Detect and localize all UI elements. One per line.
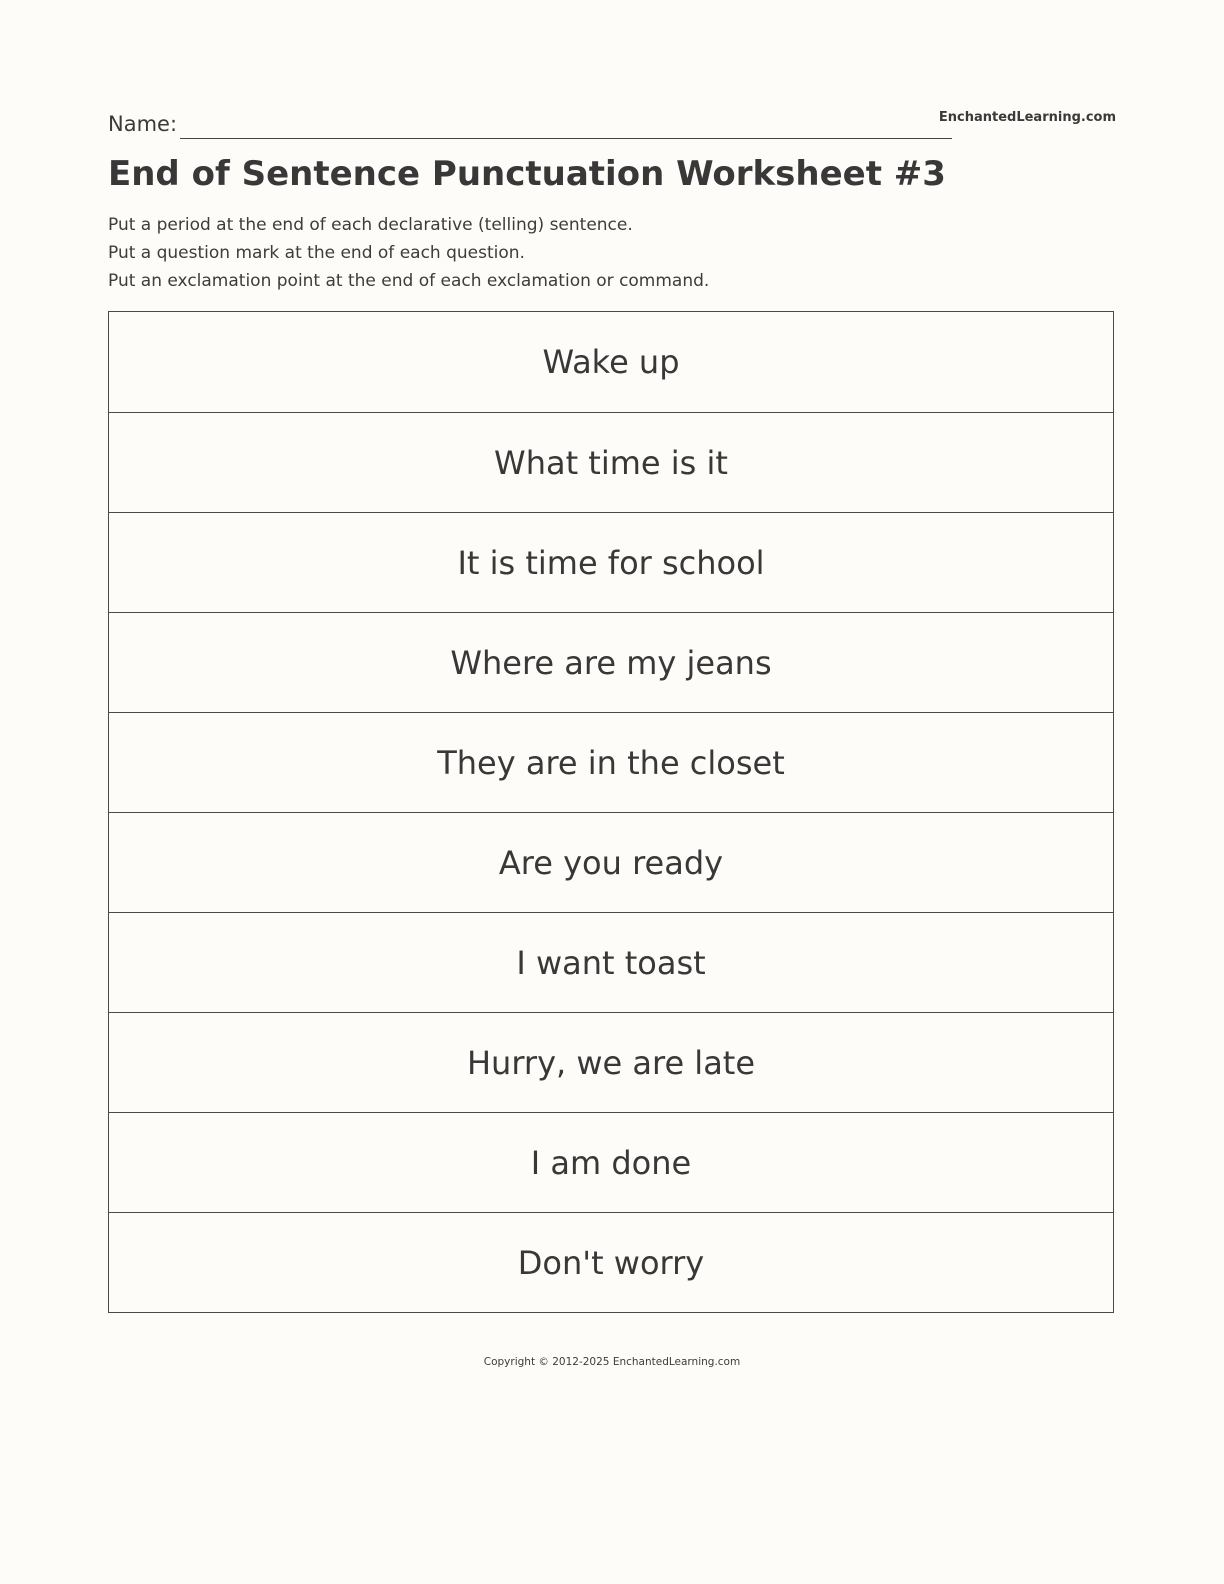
name-label: Name: bbox=[108, 112, 178, 136]
sentence-row: Don't worry bbox=[109, 1212, 1113, 1312]
sentence-row: I want toast bbox=[109, 912, 1113, 1012]
sentence-row: They are in the closet bbox=[109, 712, 1113, 812]
name-blank-line bbox=[180, 138, 952, 139]
instruction-line: Put an exclamation point at the end of each exclamation or command. bbox=[108, 271, 710, 291]
instructions bbox=[108, 211, 709, 295]
sentence-row: Where are my jeans bbox=[109, 612, 1113, 712]
instruction-line: Put a question mark at the end of each question. bbox=[108, 243, 525, 263]
sentence-row: I am done bbox=[109, 1112, 1113, 1212]
name-row bbox=[108, 108, 952, 140]
site-brand: EnchantedLearning.com bbox=[938, 110, 1116, 125]
instruction-line: Put a period at the end of each declarative (telling) sentence. bbox=[108, 215, 633, 235]
sentence-row: It is time for school bbox=[109, 512, 1113, 612]
sentence-row: Hurry, we are late bbox=[109, 1012, 1113, 1112]
page-title: End of Sentence Punctuation Worksheet #3 bbox=[108, 154, 946, 194]
sentence-row: Wake up bbox=[542, 343, 680, 381]
sentence-row: What time is it bbox=[109, 412, 1113, 512]
sentence-row: Are you ready bbox=[109, 812, 1113, 912]
sentence-table bbox=[108, 311, 1114, 1313]
copyright-notice: Copyright © 2012-2025 EnchantedLearning.com bbox=[483, 1356, 741, 1368]
